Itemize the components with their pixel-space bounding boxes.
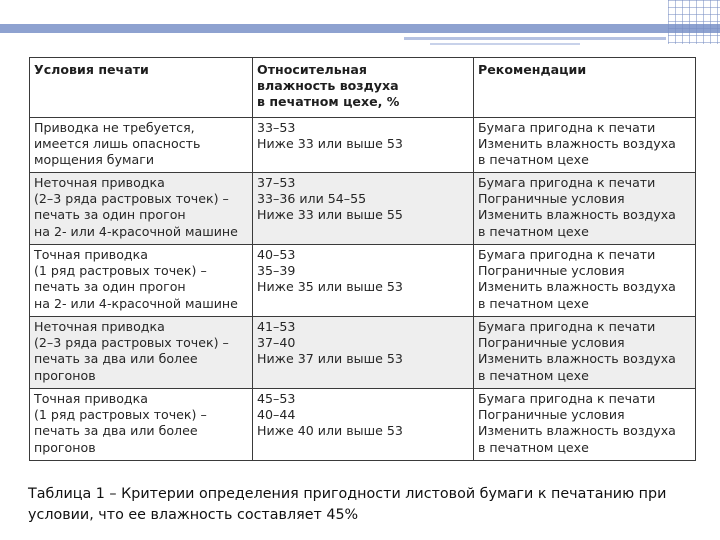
table-row xyxy=(30,245,696,317)
header-recommendations: Рекомендации xyxy=(474,58,696,118)
cell-conditions: Приводка не требуется, имеется лишь опасность морщения бумаги xyxy=(30,118,253,173)
cell-conditions: Неточная приводка (2–3 ряда растровых точек) – печать за один прогон на 2- или 4-красочной машине xyxy=(30,173,253,245)
table-header-row xyxy=(30,58,696,118)
cell-humidity: 33–53 Ниже 33 или выше 53 xyxy=(253,118,474,173)
header-relative-humidity: Относительная влажность воздуха в печатном цехе, % xyxy=(253,58,474,118)
cell-humidity: 45–53 40–44 Ниже 40 или выше 53 xyxy=(253,389,474,461)
header-decor-line xyxy=(430,43,580,45)
header-decor-grid xyxy=(668,0,720,44)
header-decor-line xyxy=(404,37,666,40)
cell-conditions: Точная приводка (1 ряд растровых точек) – печать за два или более прогонов xyxy=(30,389,253,461)
cell-conditions: Точная приводка (1 ряд растровых точек) – печать за один прогон на 2- или 4-красочной машине xyxy=(30,245,253,317)
cell-recommendations: Бумага пригодна к печати Пограничные условия Изменить влажность воздуха в печатном цехе xyxy=(474,245,696,317)
table-row xyxy=(30,173,696,245)
table-row xyxy=(30,389,696,461)
cell-conditions: Неточная приводка (2–3 ряда растровых точек) – печать за два или более прогонов xyxy=(30,317,253,389)
table-row xyxy=(30,317,696,389)
cell-humidity: 41–53 37–40 Ниже 37 или выше 53 xyxy=(253,317,474,389)
header-decor-band xyxy=(0,24,720,33)
criteria-table xyxy=(29,57,696,461)
cell-recommendations: Бумага пригодна к печати Изменить влажность воздуха в печатном цехе xyxy=(474,118,696,173)
cell-humidity: 40–53 35–39 Ниже 35 или выше 53 xyxy=(253,245,474,317)
table-row xyxy=(30,118,696,173)
header-print-conditions: Условия печати xyxy=(30,58,253,118)
table-caption: Таблица 1 – Критерии определения пригодности листовой бумаги к печатанию при условии, что ее влажность составляет 45% xyxy=(28,486,667,523)
cell-recommendations: Бумага пригодна к печати Пограничные условия Изменить влажность воздуха в печатном цехе xyxy=(474,389,696,461)
cell-recommendations: Бумага пригодна к печати Пограничные условия Изменить влажность воздуха в печатном цехе xyxy=(474,317,696,389)
cell-humidity: 37–53 33–36 или 54–55 Ниже 33 или выше 55 xyxy=(253,173,474,245)
cell-recommendations: Бумага пригодна к печати Пограничные условия Изменить влажность воздуха в печатном цехе xyxy=(474,173,696,245)
